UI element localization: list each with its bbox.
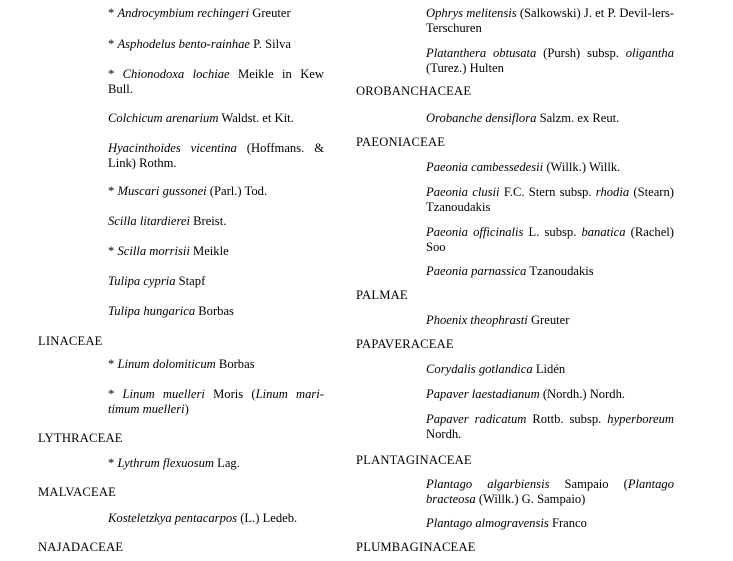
species-entry	[108, 456, 324, 471]
species-entry	[426, 264, 674, 279]
asterisk-marker: *	[108, 184, 118, 198]
taxon-name: Platanthera obtusata	[426, 46, 537, 60]
author-citation: (Stearn) Tzanoudakis	[426, 185, 674, 214]
author-citation: Rottb. subsp.	[526, 412, 608, 426]
taxon-name: Papaver radicatum	[426, 412, 527, 426]
taxon-name: Asphodelus bento-rainhae	[117, 37, 251, 51]
taxon-name: Plantago algarbiensis	[426, 477, 550, 491]
species-entry	[426, 516, 674, 531]
species-entry	[108, 184, 324, 199]
author-citation: Breist.	[189, 214, 227, 228]
asterisk-marker: *	[108, 244, 118, 258]
author-citation: (Salkowski) J. et P. Devil-lers-Terschuren	[426, 6, 674, 35]
author-citation: Meikle	[189, 244, 229, 258]
taxon-name: Plantago almogravensis	[426, 516, 549, 530]
species-entry	[108, 274, 324, 289]
species-entry	[108, 6, 324, 21]
species-entry	[108, 387, 324, 417]
asterisk-marker: *	[108, 387, 123, 401]
author-citation: (Parl.) Tod.	[206, 184, 268, 198]
species-entry	[108, 141, 324, 171]
taxon-name: Lythrum flexuosum	[117, 456, 214, 470]
taxon-name: rhodia	[595, 185, 630, 199]
species-entry	[108, 37, 324, 52]
taxon-name: Muscari gussonei	[117, 184, 207, 198]
author-citation: (Nordh.) Nordh.	[539, 387, 626, 401]
taxon-name: Paeonia cambessedesii	[426, 160, 544, 174]
species-entry	[426, 6, 674, 36]
family-heading: MALVACEAE	[38, 485, 117, 499]
author-citation: (Turez.) Hulten	[426, 61, 504, 75]
taxon-name: Scilla morrisii	[117, 244, 190, 258]
species-entry	[108, 511, 324, 526]
species-entry	[426, 387, 674, 402]
author-citation: (Willk.) G. Sampaio)	[475, 492, 586, 506]
author-citation: Stapf	[175, 274, 206, 288]
asterisk-marker: *	[108, 6, 118, 20]
author-citation: F.C. Stern subsp.	[499, 185, 596, 199]
taxon-name: Papaver laestadianum	[426, 387, 540, 401]
author-citation: Borbas	[195, 304, 234, 318]
author-citation: L. subsp.	[523, 225, 582, 239]
author-citation: )	[184, 402, 189, 416]
species-entry	[426, 46, 674, 76]
family-heading: PAEONIACEAE	[356, 135, 446, 149]
family-heading: LYTHRACEAE	[38, 431, 123, 445]
author-citation: Nordh.	[426, 427, 462, 441]
taxon-name: Colchicum arenarium	[108, 111, 219, 125]
family-heading: PLUMBAGINACEAE	[356, 540, 476, 554]
species-entry	[108, 244, 324, 259]
species-entry	[426, 160, 674, 175]
family-heading: PLANTAGINACEAE	[356, 453, 472, 467]
family-heading: OROBANCHACEAE	[356, 84, 472, 98]
species-entry	[108, 67, 324, 97]
taxon-name: Orobanche densiflora	[426, 111, 537, 125]
author-citation: Borbas	[215, 357, 255, 371]
author-citation: Tzanoudakis	[526, 264, 594, 278]
species-entry	[426, 225, 674, 255]
asterisk-marker: *	[108, 357, 118, 371]
taxon-name: oligantha	[625, 46, 674, 60]
taxon-name: Plantago bracteosa	[426, 477, 674, 506]
author-citation: (Rachel) Soo	[426, 225, 674, 254]
author-citation: Sampaio (	[549, 477, 628, 491]
taxon-name: Paeonia parnassica	[426, 264, 527, 278]
family-heading: LINACEAE	[38, 334, 103, 348]
taxon-name: Paeonia clusii	[426, 185, 500, 199]
taxon-name: Linum muelleri	[122, 387, 205, 401]
family-heading: NAJADACEAE	[38, 540, 124, 554]
taxon-name: Scilla litardierei	[108, 214, 190, 228]
taxon-name: banatica	[581, 225, 626, 239]
taxon-name: Phoenix theophrasti	[426, 313, 528, 327]
taxon-name: Tulipa cypria	[108, 274, 176, 288]
family-heading: PALMAE	[356, 288, 408, 302]
taxon-name: Linum dolomiticum	[117, 357, 216, 371]
species-entry	[108, 357, 324, 372]
species-entry	[108, 304, 324, 319]
author-citation: Moris (	[204, 387, 256, 401]
species-entry	[426, 111, 674, 126]
taxon-name: Kosteletzkya pentacarpos	[108, 511, 238, 525]
asterisk-marker: *	[108, 456, 118, 470]
species-entry	[426, 412, 674, 442]
author-citation: Lidén	[532, 362, 566, 376]
author-citation: (Hoffmans. & Link) Rothm.	[108, 141, 324, 170]
taxon-name: Androcymbium rechingeri	[117, 6, 250, 20]
asterisk-marker: *	[108, 37, 118, 51]
author-citation: P. Silva	[250, 37, 291, 51]
taxon-name: Tulipa hungarica	[108, 304, 196, 318]
author-citation: Lag.	[213, 456, 240, 470]
author-citation: (Willk.) Willk.	[543, 160, 621, 174]
species-entry	[426, 477, 674, 507]
taxon-name: hyperboreum	[607, 412, 674, 426]
author-citation: Franco	[548, 516, 587, 530]
species-entry	[108, 111, 324, 126]
species-entry	[426, 185, 674, 215]
asterisk-marker: *	[108, 67, 123, 81]
author-citation: Greuter	[527, 313, 570, 327]
species-entry	[426, 313, 674, 328]
author-citation: Waldst. et Kit.	[218, 111, 294, 125]
author-citation: Greuter	[249, 6, 291, 20]
family-heading: PAPAVERACEAE	[356, 337, 454, 351]
taxon-name: Corydalis gotlandica	[426, 362, 533, 376]
taxon-name: Ophrys melitensis	[426, 6, 517, 20]
taxon-name: Paeonia officinalis	[426, 225, 524, 239]
taxon-name: Hyacinthoides vicentina	[108, 141, 237, 155]
species-entry	[426, 362, 674, 377]
species-entry	[108, 214, 324, 229]
author-citation: Salzm. ex Reut.	[536, 111, 620, 125]
author-citation: (Pursh) subsp.	[536, 46, 626, 60]
taxon-name: Chionodoxa lochiae	[122, 67, 230, 81]
taxon-name: Linum mari-timum muelleri	[108, 387, 324, 416]
author-citation: (L.) Ledeb.	[237, 511, 298, 525]
author-citation: Meikle in Kew Bull.	[108, 67, 324, 96]
